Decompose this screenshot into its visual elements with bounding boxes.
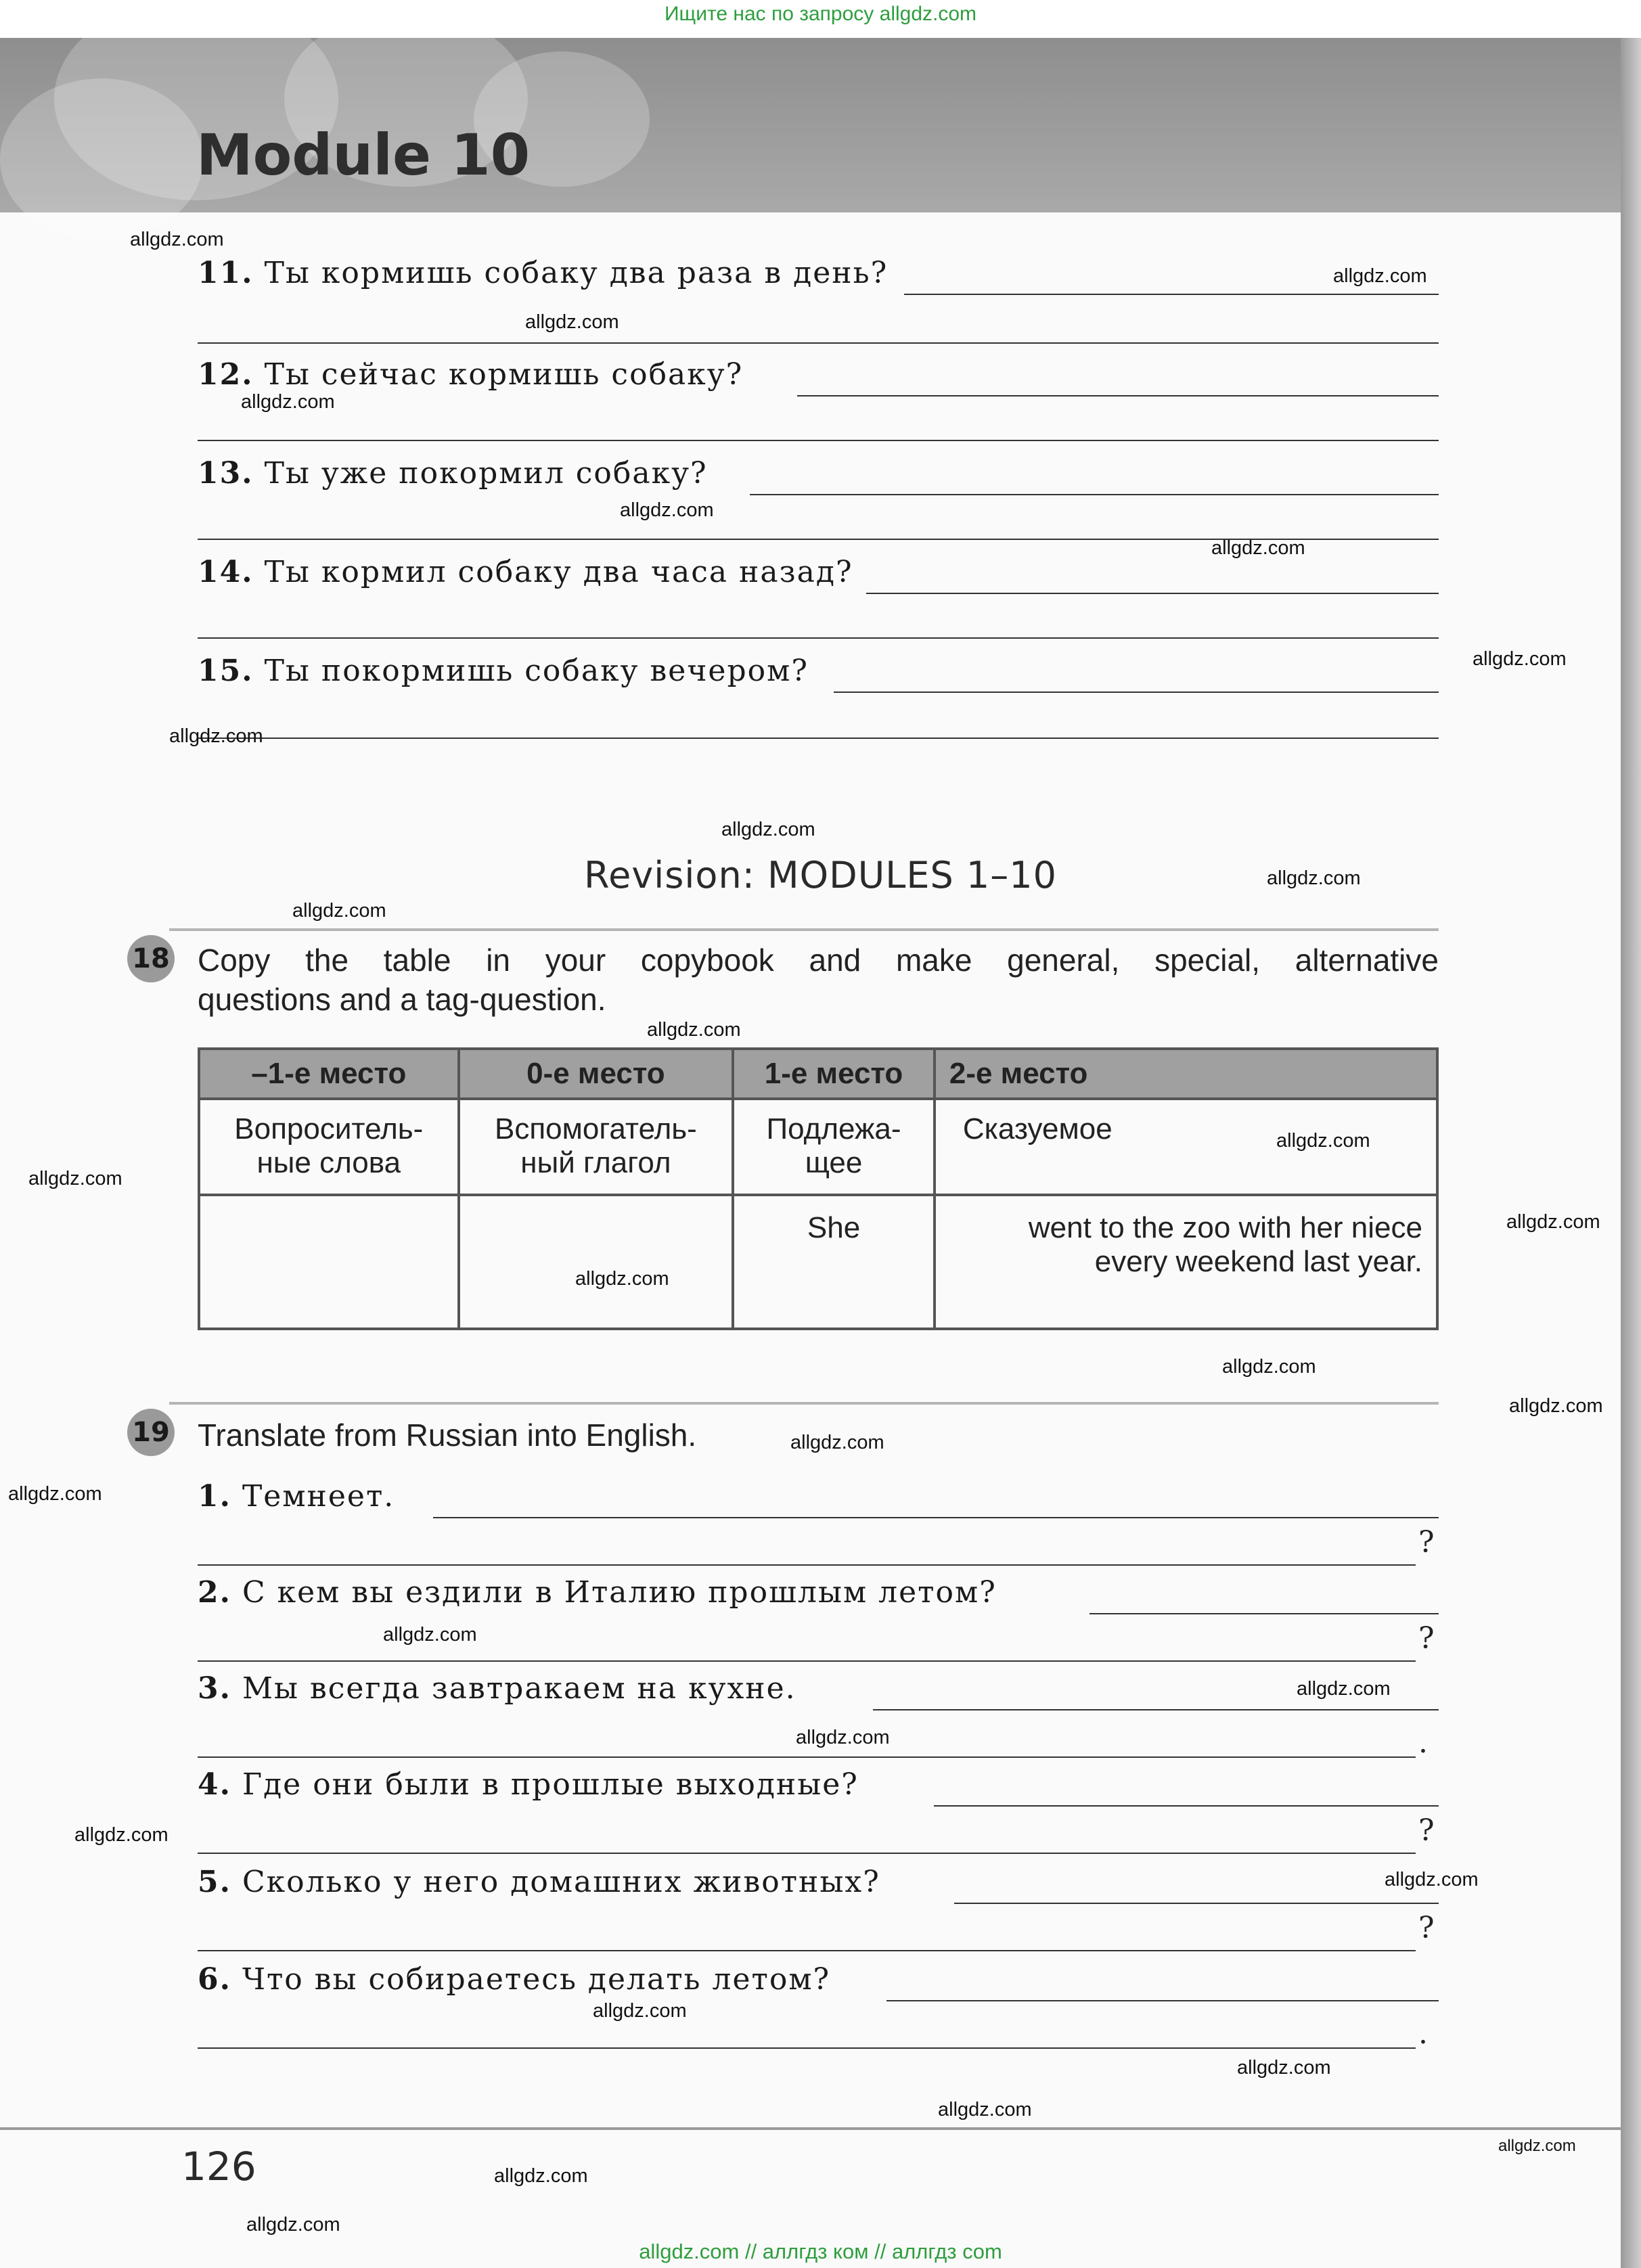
question-14: 14. Ты кормил собаку два часа назад? bbox=[198, 555, 853, 589]
translate-item-1: 1. Темнеет. bbox=[198, 1479, 395, 1514]
cell-text: every weekend last year. bbox=[1094, 1245, 1422, 1278]
answer-line[interactable] bbox=[873, 1709, 1439, 1710]
watermark: allgdz.com bbox=[796, 1727, 890, 1748]
table-cell bbox=[733, 1195, 935, 1329]
table-cell[interactable] bbox=[199, 1195, 459, 1329]
question-13: 13. Ты уже покормил собаку? bbox=[198, 456, 708, 491]
answer-line[interactable] bbox=[834, 691, 1439, 693]
cell-text: Вспомогатель- bbox=[494, 1112, 697, 1146]
table-header-row bbox=[199, 1049, 1437, 1099]
end-punctuation: ? bbox=[1418, 1813, 1435, 1848]
watermark: allgdz.com bbox=[8, 1483, 102, 1505]
table-cell bbox=[935, 1195, 1437, 1329]
table-cell bbox=[733, 1099, 935, 1195]
cell-text: went to the zoo with her niece bbox=[1028, 1211, 1422, 1244]
module-title: Module 10 bbox=[196, 122, 531, 188]
end-punctuation: ? bbox=[1418, 1911, 1435, 1945]
page-number: 126 bbox=[181, 2144, 256, 2190]
watermark: allgdz.com bbox=[1506, 1211, 1600, 1233]
header-decoration bbox=[0, 78, 203, 241]
answer-line[interactable] bbox=[198, 1564, 1416, 1566]
section-divider bbox=[169, 928, 1439, 931]
bottom-links[interactable]: allgdz.com // аллгдз ком // аллгдз com bbox=[639, 2240, 1002, 2263]
watermark: allgdz.com bbox=[241, 391, 335, 413]
answer-line[interactable] bbox=[198, 1756, 1416, 1758]
sentence-structure-table bbox=[198, 1047, 1439, 1330]
translate-item-3: 3. Мы всегда завтракаем на кухне. bbox=[198, 1671, 796, 1706]
watermark: allgdz.com bbox=[790, 1432, 884, 1453]
watermark: allgdz.com bbox=[130, 229, 224, 250]
answer-line[interactable] bbox=[797, 395, 1439, 396]
watermark: allgdz.com bbox=[1211, 537, 1305, 559]
exercise-18-badge: 18 bbox=[127, 935, 175, 982]
end-punctuation: . bbox=[1418, 2016, 1428, 2051]
cell-text: Сказуемое bbox=[962, 1112, 1112, 1146]
cell-text: ные слова bbox=[256, 1146, 401, 1179]
answer-line[interactable] bbox=[934, 1805, 1439, 1807]
watermark: allgdz.com bbox=[938, 2099, 1032, 2120]
watermark: allgdz.com bbox=[1333, 265, 1427, 287]
table-row bbox=[199, 1099, 1437, 1195]
answer-line[interactable] bbox=[433, 1517, 1439, 1518]
footer-divider bbox=[0, 2127, 1621, 2130]
cell-text: She bbox=[807, 1211, 861, 1244]
watermark: allgdz.com bbox=[1473, 648, 1567, 670]
exercise-18-instruction-line1: Copy the table in your copybook and make general, special, alternative bbox=[198, 943, 1439, 978]
watermark: allgdz.com bbox=[1509, 1395, 1603, 1417]
top-search-banner[interactable]: Ищите нас по запросу allgdz.com bbox=[664, 3, 977, 25]
watermark: allgdz.com bbox=[74, 1824, 168, 1846]
table-header-cell: 2-е место bbox=[935, 1049, 1437, 1099]
exercise-19-instruction: Translate from Russian into English. bbox=[198, 1418, 697, 1453]
watermark: allgdz.com bbox=[575, 1268, 669, 1290]
end-punctuation: ? bbox=[1418, 1525, 1435, 1560]
cell-text: щее bbox=[805, 1146, 863, 1179]
answer-line[interactable] bbox=[198, 637, 1439, 639]
answer-line[interactable] bbox=[198, 738, 1439, 739]
watermark: allgdz.com bbox=[246, 2214, 340, 2236]
watermark: allgdz.com bbox=[647, 1019, 741, 1041]
watermark: allgdz.com bbox=[525, 311, 619, 333]
translate-item-2: 2. С кем вы ездили в Италию прошлым летом? bbox=[198, 1575, 997, 1610]
watermark: allgdz.com bbox=[1237, 2057, 1331, 2079]
exercise-18-instruction-line2: questions and a tag-question. bbox=[198, 982, 606, 1017]
watermark: allgdz.com bbox=[28, 1168, 122, 1189]
table-header-cell: –1-е место bbox=[199, 1049, 459, 1099]
question-15: 15. Ты покормишь собаку вечером? bbox=[198, 654, 809, 688]
end-punctuation: . bbox=[1418, 1725, 1428, 1760]
answer-line[interactable] bbox=[750, 494, 1439, 495]
translate-item-5: 5. Сколько у него домашних животных? bbox=[198, 1865, 880, 1899]
answer-line[interactable] bbox=[198, 342, 1439, 344]
table-header-cell: 0-е место bbox=[459, 1049, 734, 1099]
answer-line[interactable] bbox=[198, 2047, 1416, 2049]
question-12: 12. Ты сейчас кормишь собаку? bbox=[198, 357, 744, 392]
answer-line[interactable] bbox=[904, 294, 1439, 295]
answer-line[interactable] bbox=[954, 1903, 1439, 1904]
answer-line[interactable] bbox=[866, 593, 1439, 594]
cell-text: ный глагол bbox=[520, 1146, 671, 1179]
answer-line[interactable] bbox=[198, 1660, 1416, 1662]
translate-item-6: 6. Что вы собираетесь делать летом? bbox=[198, 1962, 831, 1997]
cell-text: Вопроситель- bbox=[234, 1112, 424, 1146]
watermark: allgdz.com bbox=[169, 725, 263, 747]
watermark: allgdz.com bbox=[721, 819, 815, 840]
table-cell bbox=[459, 1099, 734, 1195]
page-binding-edge bbox=[1621, 38, 1641, 2268]
watermark: allgdz.com bbox=[494, 2165, 588, 2187]
answer-line[interactable] bbox=[886, 2000, 1439, 2001]
watermark: allgdz.com bbox=[383, 1624, 477, 1646]
watermark: allgdz.com bbox=[620, 499, 714, 521]
revision-title: Revision: MODULES 1–10 bbox=[584, 854, 1057, 897]
cell-text: Подлежа- bbox=[766, 1112, 901, 1146]
watermark: allgdz.com bbox=[1498, 2137, 1576, 2155]
translate-item-4: 4. Где они были в прошлые выходные? bbox=[198, 1767, 859, 1802]
table-cell[interactable] bbox=[459, 1195, 734, 1329]
answer-line[interactable] bbox=[198, 1853, 1416, 1854]
watermark: allgdz.com bbox=[1276, 1130, 1370, 1152]
end-punctuation: ? bbox=[1418, 1621, 1435, 1656]
watermark: allgdz.com bbox=[1222, 1356, 1316, 1378]
question-11: 11. Ты кормишь собаку два раза в день? bbox=[198, 256, 889, 290]
watermark: allgdz.com bbox=[1267, 867, 1361, 889]
section-divider bbox=[169, 1402, 1439, 1405]
answer-line[interactable] bbox=[1089, 1613, 1439, 1614]
watermark: allgdz.com bbox=[292, 900, 386, 922]
answer-line[interactable] bbox=[198, 1950, 1416, 1951]
watermark: allgdz.com bbox=[593, 2000, 687, 2022]
exercise-19-badge: 19 bbox=[127, 1409, 175, 1456]
answer-line[interactable] bbox=[198, 440, 1439, 441]
table-cell bbox=[199, 1099, 459, 1195]
watermark: allgdz.com bbox=[1297, 1678, 1391, 1700]
table-row bbox=[199, 1195, 1437, 1329]
watermark: allgdz.com bbox=[1385, 1869, 1479, 1890]
table-header-cell: 1-е место bbox=[733, 1049, 935, 1099]
